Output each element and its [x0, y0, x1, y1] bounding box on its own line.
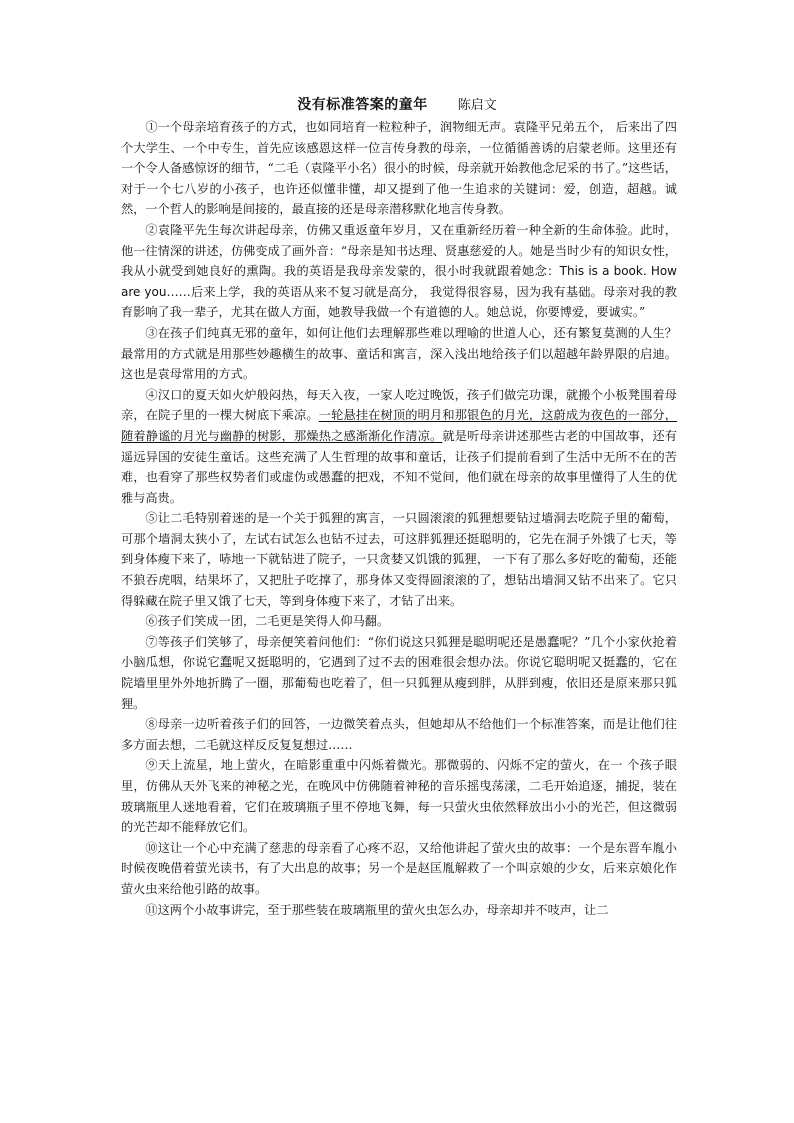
- paragraph-10: ⑩这让一个心中充满了慈悲的母亲看了心疼不忍，又给他讲起了萤火虫的故事：一个是东晋车胤小时候夜晚借着萤光读书，有了大出息的故事；另一个是赵匡胤解救了一个叫京娘的少女，后来京娘化作萤火虫来给他引路的故事。: [121, 840, 677, 896]
- paragraph-6: ⑥孩子们笑成一团，二毛更是笑得人仰马翻。: [145, 614, 390, 629]
- paragraph-2-part-b: ……后来上学，我的英语从来不复习就是高分， 我觉得很容易，因为我有基础。母亲对我的教育影响了我一辈子，尤其在做人方面，她教导我做一个有道德的人。她总说，你要博爱，要诚实。”: [121, 284, 677, 320]
- underlined-sentence: 一轮悬挂在树顶的明月和那银色的月光，这蔚成为夜色的一部分，随着静谧的月光与幽静的树影，那燥热之感渐渐化作清凉。: [121, 408, 677, 443]
- paragraph-8: ⑧母亲一边听着孩子们的回答，一边微笑着点头，但她却从不给他们一个标准答案，而是让他们往多方面去想，二毛就这样反反复复想过……: [121, 717, 677, 752]
- title-row: [0, 96, 794, 115]
- paragraph-4-part-a: ④汉口的夏天如火炉般闷热，每天入夜，一家人吃过晚饭，孩子们做完功课，就搬个小板凳围着母亲，在院子里的一棵大树底下乘凉。: [121, 387, 677, 423]
- paragraph-4: [121, 385, 677, 509]
- paragraph-2: [121, 220, 677, 323]
- article-author: 陈启文: [457, 98, 497, 113]
- paragraph-7: ⑦等孩子们笑够了，母亲便笑着问他们：“你们说这只狐狸是聪明呢还是愚蠢呢？”几个小家伙抢着小脑瓜想，你说它蠢呢又挺聪明的，它遇到了过不去的困难很会想办法。你说它聪明呢又挺蠢的，它在院墙里里外外地折腾了一圈，那葡萄也吃着了，但一只狐狸从瘦到胖，从胖到瘦，依旧还是原来那只狐狸。: [121, 634, 677, 711]
- paragraph-11: ⑪这两个小故事讲完，至于那些装在玻璃瓶里的萤火虫怎么办，母亲却并不吱声，让二: [145, 902, 609, 917]
- paragraph-2-part-a: ②袁隆平先生每次讲起母亲，仿佛又重返童年岁月，又在重新经历着一种全新的生命体验。此时，他一往情深的讲述，仿佛变成了画外音：“母亲是知书达理、贤惠慈爱的人。她是当时少有的知识女性，我从小就受到她良好的熏陶。我的英语是我母亲发蒙的，很小时我就跟着她念：: [121, 222, 677, 279]
- paragraph-3: ③在孩子们纯真无邪的童年，如何让他们去理解那些难以理喻的世道人心，还有繁复莫测的人生？最常用的方式就是用那些妙趣横生的故事、童话和寓言，深入浅出地给孩子们以超越年龄界限的启迪。这也是袁母常用的方式。: [121, 325, 677, 382]
- paragraph-2-english: This is a book. How are you: [121, 264, 678, 299]
- paragraph-9: ⑨天上流星，地上萤火，在暗影重重中闪烁着微光。那微弱的、闪烁不定的萤火，在一 个孩子眼里，仿佛从天外飞来的神秘之光，在晚风中仿佛随着神秘的音乐摇曳荡漾，二毛开始追逐，捕捉，装在玻璃瓶里人迷地看着，它们在玻璃瓶子里不停地飞舞，每一只萤火虫依然释放出小小的光芒，但这微弱的光芒却不能释放它们。: [121, 758, 677, 835]
- paragraph-5: ⑤让二毛特别着迷的是一个关于狐狸的寓言，一只圆滚滚的狐狸想要钻过墙洞去吃院子里的葡萄，可那个墙洞太狭小了，左试右试怎么也钻不过去，可这胖狐狸还挺聪明的，它先在洞子外饿了七天，等到身体瘦下来了，哧地一下就钻进了院子，一只贪婪又饥饿的狐狸， 一下有了那么多好吃的葡萄，还能不狼吞虎咽，结果坏了，又把肚子吃撑了，那身体又变得圆滚滚的了，想钻出墙洞又钻不出来了。它只得躲藏在院子里又饿了七天，等到身体瘦下来了，才钻了出来。: [121, 511, 677, 608]
- paragraph-4-part-b: 就是听母亲讲述那些古老的中国故事，还有遥远异国的安徒生童话。这些充满了人生哲理的故事和童话，让孩子们提前看到了生活中无所不在的苦难，也看穿了那些权势者们或虚伪或愚蠢的把戏，不知不觉间，他们就在母亲的故事里懂得了人生的优雅与高贵。: [121, 428, 677, 505]
- paragraph-1: ①一个母亲培育孩子的方式，也如同培育一粒粒种子，润物细无声。袁隆平兄弟五个， 后来出了四个大学生、一个中专生，首先应该感恩这样一位言传身教的母亲，一位循循善诱的启蒙老师。这里还有一个令人备感惊讶的细节，“二毛（袁隆平小名）很小的时候，母亲就开始教他念尼采的书了。”这些话，对于一个七八岁的小孩子，也许还似懂非懂，却又提到了他一生追求的关键词：爱，创造，超越。诚然，一个哲人的影响是间接的，最直接的还是母亲潜移默化地言传身教。: [121, 120, 677, 217]
- article-body: [121, 117, 677, 920]
- article-title: 没有标准答案的童年: [297, 97, 428, 113]
